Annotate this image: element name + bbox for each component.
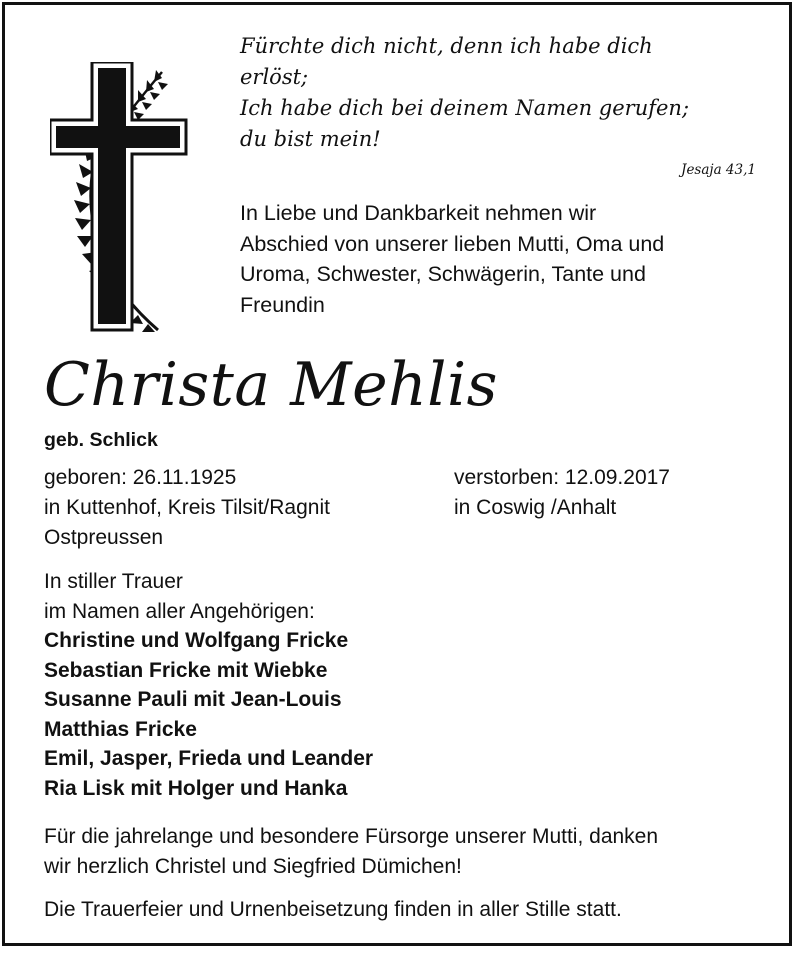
death-line: in Coswig /Anhalt <box>454 496 617 519</box>
mourner-family: Susanne Pauli mit Jean-Louis <box>44 688 342 711</box>
farewell-line: Abschied von unserer lieben Mutti, Oma und <box>240 231 665 256</box>
death-info <box>454 463 670 523</box>
birth-info <box>44 463 330 553</box>
verse-line: Fürchte dich nicht, denn ich habe dich <box>240 34 653 58</box>
verse-reference: Jesaja 43,1 <box>681 162 756 178</box>
mourner-family: Matthias Fricke <box>44 717 197 741</box>
farewell-line: Freundin <box>240 292 325 317</box>
thanks-text <box>44 822 658 882</box>
mourner-family: Ria Lisk mit Holger und Hanka <box>44 776 348 800</box>
birth-line: geboren: 26.11.1925 <box>44 466 237 489</box>
verse-line: du bist mein! <box>240 127 381 151</box>
cross-with-palm-icon <box>50 62 190 337</box>
mourners-list <box>44 567 373 803</box>
mourner-family: Christine und Wolfgang Fricke <box>44 629 349 652</box>
mourners-intro-line: im Namen aller Angehörigen: <box>44 599 315 623</box>
mourner-family: Sebastian Fricke mit Wiebke <box>44 658 328 682</box>
mourner-family: Emil, Jasper, Frieda und Leander <box>44 747 374 770</box>
thanks-line: Für die jahrelange und besondere Fürsorge unserer Mutti, danken <box>44 825 659 848</box>
farewell-line: Uroma, Schwester, Schwägerin, Tante und <box>240 262 646 286</box>
mourners-intro-line: In stiller Trauer <box>44 570 183 593</box>
funeral-notice: Die Trauerfeier und Urnenbeisetzung finden in aller Stille statt. <box>44 898 622 921</box>
deceased-name: Christa Mehlis <box>44 350 498 420</box>
maiden-name: geb. Schlick <box>44 429 158 451</box>
verse-line: Ich habe dich bei deinem Namen gerufen; <box>240 96 690 120</box>
cross-shape <box>50 62 186 330</box>
farewell-text <box>240 198 760 320</box>
farewell-line: In Liebe und Dankbarkeit nehmen wir <box>240 201 597 225</box>
thanks-line: wir herzlich Christel und Siegfried Dümichen! <box>44 855 462 878</box>
bible-verse <box>240 31 760 155</box>
birth-line: in Kuttenhof, Kreis Tilsit/Ragnit <box>44 496 330 519</box>
verse-line: erlöst; <box>240 65 309 89</box>
birth-line: Ostpreussen <box>44 526 164 549</box>
death-line: verstorben: 12.09.2017 <box>454 466 670 489</box>
